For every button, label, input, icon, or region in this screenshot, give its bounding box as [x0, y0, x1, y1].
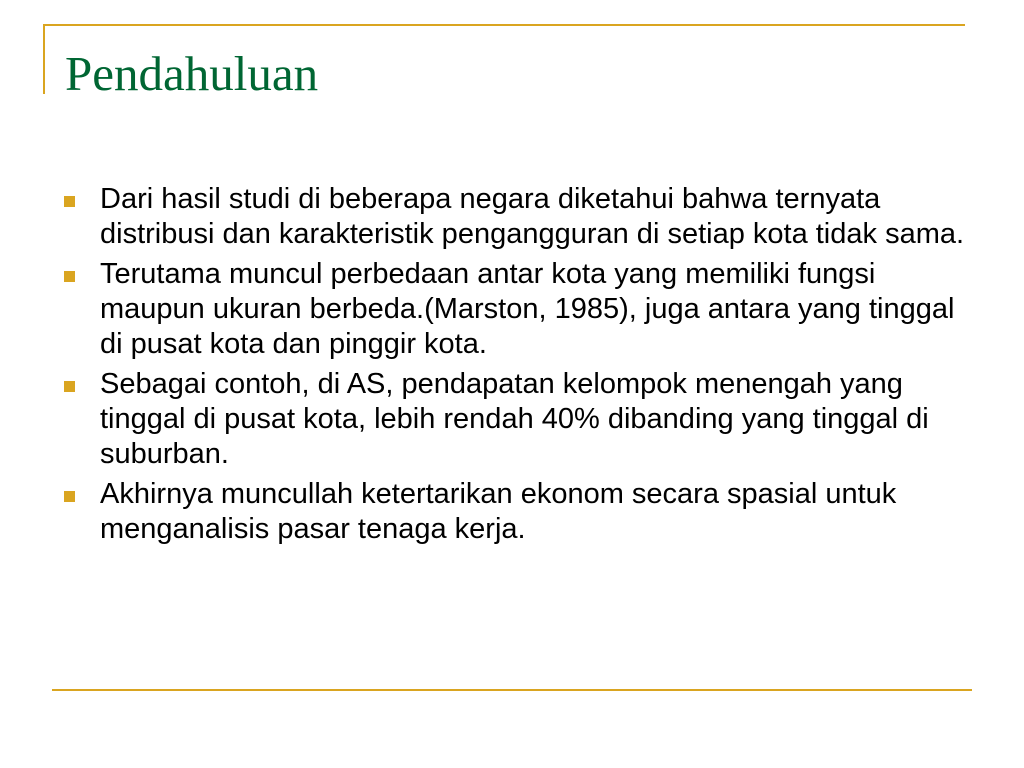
bottom-border-line — [52, 689, 972, 691]
left-border-line — [43, 24, 45, 94]
bullet-item-1 — [62, 182, 982, 252]
square-bullet-icon — [64, 271, 75, 282]
bullet-item-3 — [62, 367, 982, 472]
bullet-list — [62, 182, 982, 552]
bullet-text-2: Terutama muncul perbedaan antar kota yang memiliki fungsi maupun ukuran berbeda.(Marston, 1985), juga antara yang tinggal di pusat kota dan pinggir kota. — [100, 258, 955, 360]
bullet-item-4 — [62, 477, 982, 547]
slide-title: Pendahuluan — [65, 46, 319, 101]
bullet-text-1: Dari hasil studi di beberapa negara diketahui bahwa ternyata distribusi dan karakteristik pengangguran di setiap kota tidak sama. — [100, 183, 965, 250]
top-border-line — [43, 24, 965, 26]
bullet-text-4: Akhirnya muncullah ketertarikan ekonom secara spasial untuk menganalisis pasar tenaga kerja. — [100, 478, 897, 545]
bullet-text-3: Sebagai contoh, di AS, pendapatan kelompok menengah yang tinggal di pusat kota, lebih rendah 40% dibanding yang tinggal di suburban. — [100, 368, 929, 470]
bullet-item-2 — [62, 257, 982, 362]
square-bullet-icon — [64, 196, 75, 207]
square-bullet-icon — [64, 491, 75, 502]
square-bullet-icon — [64, 381, 75, 392]
